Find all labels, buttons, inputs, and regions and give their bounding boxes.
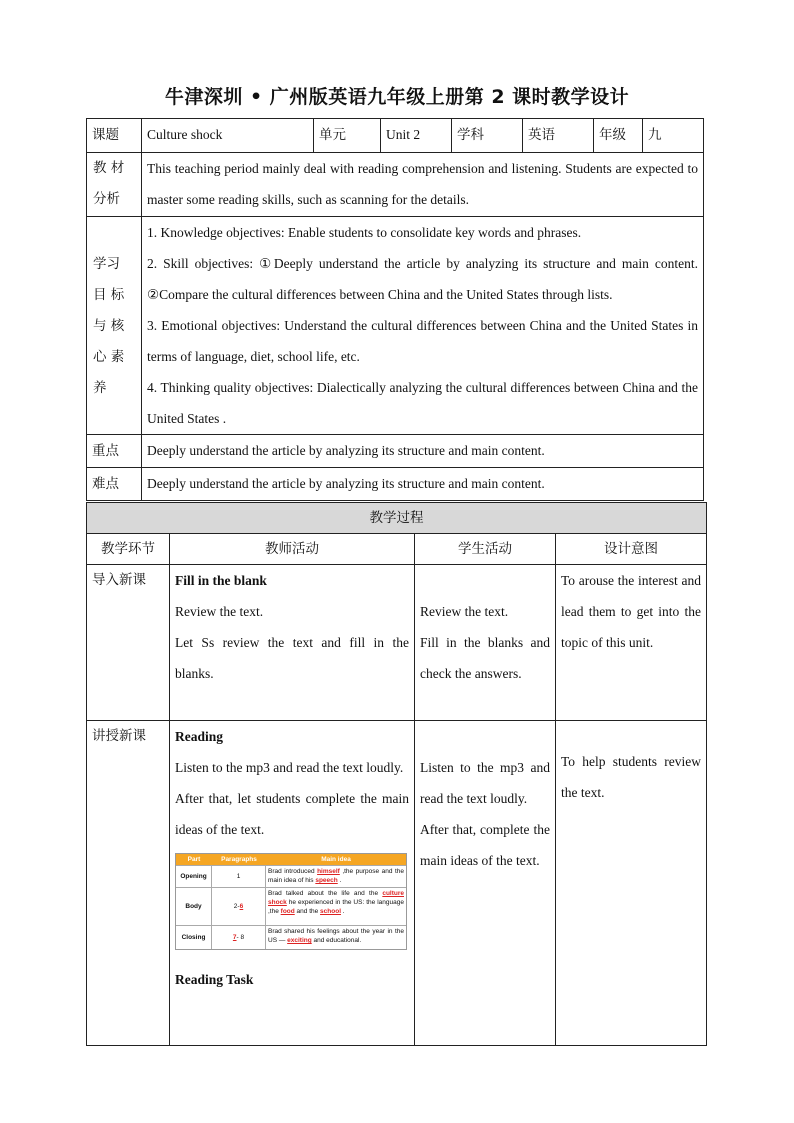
grade-label: 年级 [594,119,643,153]
process-header-row [87,503,707,534]
mini-main-idea [266,888,406,925]
col-stage: 教学环节 [87,534,170,565]
mini-col-paragraphs: Paragraphs [221,856,257,863]
main-idea-header [176,854,406,865]
unit-value: Unit 2 [381,119,452,153]
stage-cell: 讲授新课 [87,721,170,1046]
mini-row [176,887,406,925]
topic-value: Culture shock [142,119,314,153]
table-row [87,721,707,1046]
mini-text: 2- [233,903,240,910]
objective-item: 2. Skill objectives: ①Deeply understand the article by analyzing its structure and main content. ②Compare the cultural differences between China and the United States through lists. [147,256,698,302]
teacher-title: Reading [175,729,224,744]
subject-value: 英语 [523,119,594,153]
objectives-list [142,217,704,435]
key-point-text: Deeply understand the article by analyzing its structure and main content. [142,435,704,468]
mini-part: Opening [176,866,212,887]
mini-part: Closing [176,926,212,949]
process-table [86,502,707,1046]
mini-row [176,925,406,949]
teacher-title: Fill in the blank [175,573,267,588]
mini-text: ,the purpose and the main idea of his [268,868,404,884]
teacher-line: After that, let students complete the main ideas of the text. [175,791,409,837]
analysis-label: 教 材 分析 [87,153,142,217]
objective-item: 3. Emotional objectives: Understand the cultural differences between China and the United States in terms of language, diet, school life, etc. [147,318,698,364]
mini-part: Body [176,888,212,925]
student-cell: Review the text. Fill in the blanks and check the answers. [415,565,556,721]
difficult-point-row [87,468,704,501]
mini-answer: speech [315,877,338,884]
stage-cell: 导入新课 [87,565,170,721]
objectives-label: 学习 目 标 与 核 心 素 养 [87,217,142,435]
main-idea-table [175,853,407,950]
table-row [87,565,707,721]
teacher-line: Review the text. [175,604,264,619]
mini-paragraph [212,926,266,949]
difficult-point-label: 难点 [87,468,142,501]
mini-answer: 7 [232,934,237,941]
mini-answer: exciting [287,937,312,944]
mini-main-idea [266,866,406,887]
teacher-cell [170,721,415,1046]
process-header: 教学过程 [87,503,707,534]
objectives-row [87,217,704,435]
mini-text: and the [294,908,321,915]
mini-text: . [341,908,345,915]
mini-main-idea [266,926,406,949]
student-cell: Listen to the mp3 and read the text loudly. After that, complete the main ideas of the text. [415,721,556,1046]
mini-paragraph [212,888,266,925]
teacher-cell [170,565,415,721]
info-table [86,118,704,501]
key-point-row [87,435,704,468]
mini-answer: school [320,908,341,915]
mini-col-main-idea: Main idea [321,856,351,863]
subject-label: 学科 [452,119,523,153]
column-header-row [87,534,707,565]
mini-answer: himself [317,868,340,875]
analysis-row [87,153,704,217]
difficult-point-text: Deeply understand the article by analyzing its structure and main content. [142,468,704,501]
mini-paragraph: 1 [212,866,266,887]
teacher-line: Listen to the mp3 and read the text loudly. [175,760,404,775]
mini-text: Brad talked about the life and the [268,890,383,897]
teacher-footer: Reading Task [175,972,254,987]
key-point-label: 重点 [87,435,142,468]
mini-text: and educational. [311,937,362,944]
objective-item: 4. Thinking quality objectives: Dialectically analyzing the cultural differences between China and the United States . [147,380,698,426]
mini-text: . [337,877,342,884]
teacher-line: Let Ss review the text and fill in the blanks. [175,635,409,681]
col-intent: 设计意图 [556,534,707,565]
grade-value: 九 [643,119,704,153]
mini-text: he experienced in the US: the language ,the [268,899,404,915]
mini-col-part: Part [187,856,201,863]
unit-label: 单元 [314,119,381,153]
col-teacher: 教师活动 [170,534,415,565]
intent-cell: To help students review the text. [556,721,707,1046]
analysis-text: This teaching period mainly deal with reading comprehension and listening. Students are expected to master some reading skills, such as scanning for the details. [142,153,704,217]
mini-row [176,865,406,887]
info-row [87,119,704,153]
page-title: 牛津深圳 • 广州版英语九年级上册第 2 课时教学设计 [164,86,630,108]
intent-cell: To arouse the interest and lead them to get into the topic of this unit. [556,565,707,721]
mini-text: Brad introduced [268,868,318,875]
col-student: 学生活动 [415,534,556,565]
objective-item: 1. Knowledge objectives: Enable students to consolidate key words and phrases. [147,225,582,240]
topic-label: 课题 [87,119,142,153]
mini-text: - 8 [236,934,245,941]
mini-text: Brad shared his feelings about the year in the US — [268,928,404,944]
mini-answer: culture shock [268,890,404,906]
mini-answer: food [280,908,295,915]
mini-answer: 6 [239,903,244,910]
